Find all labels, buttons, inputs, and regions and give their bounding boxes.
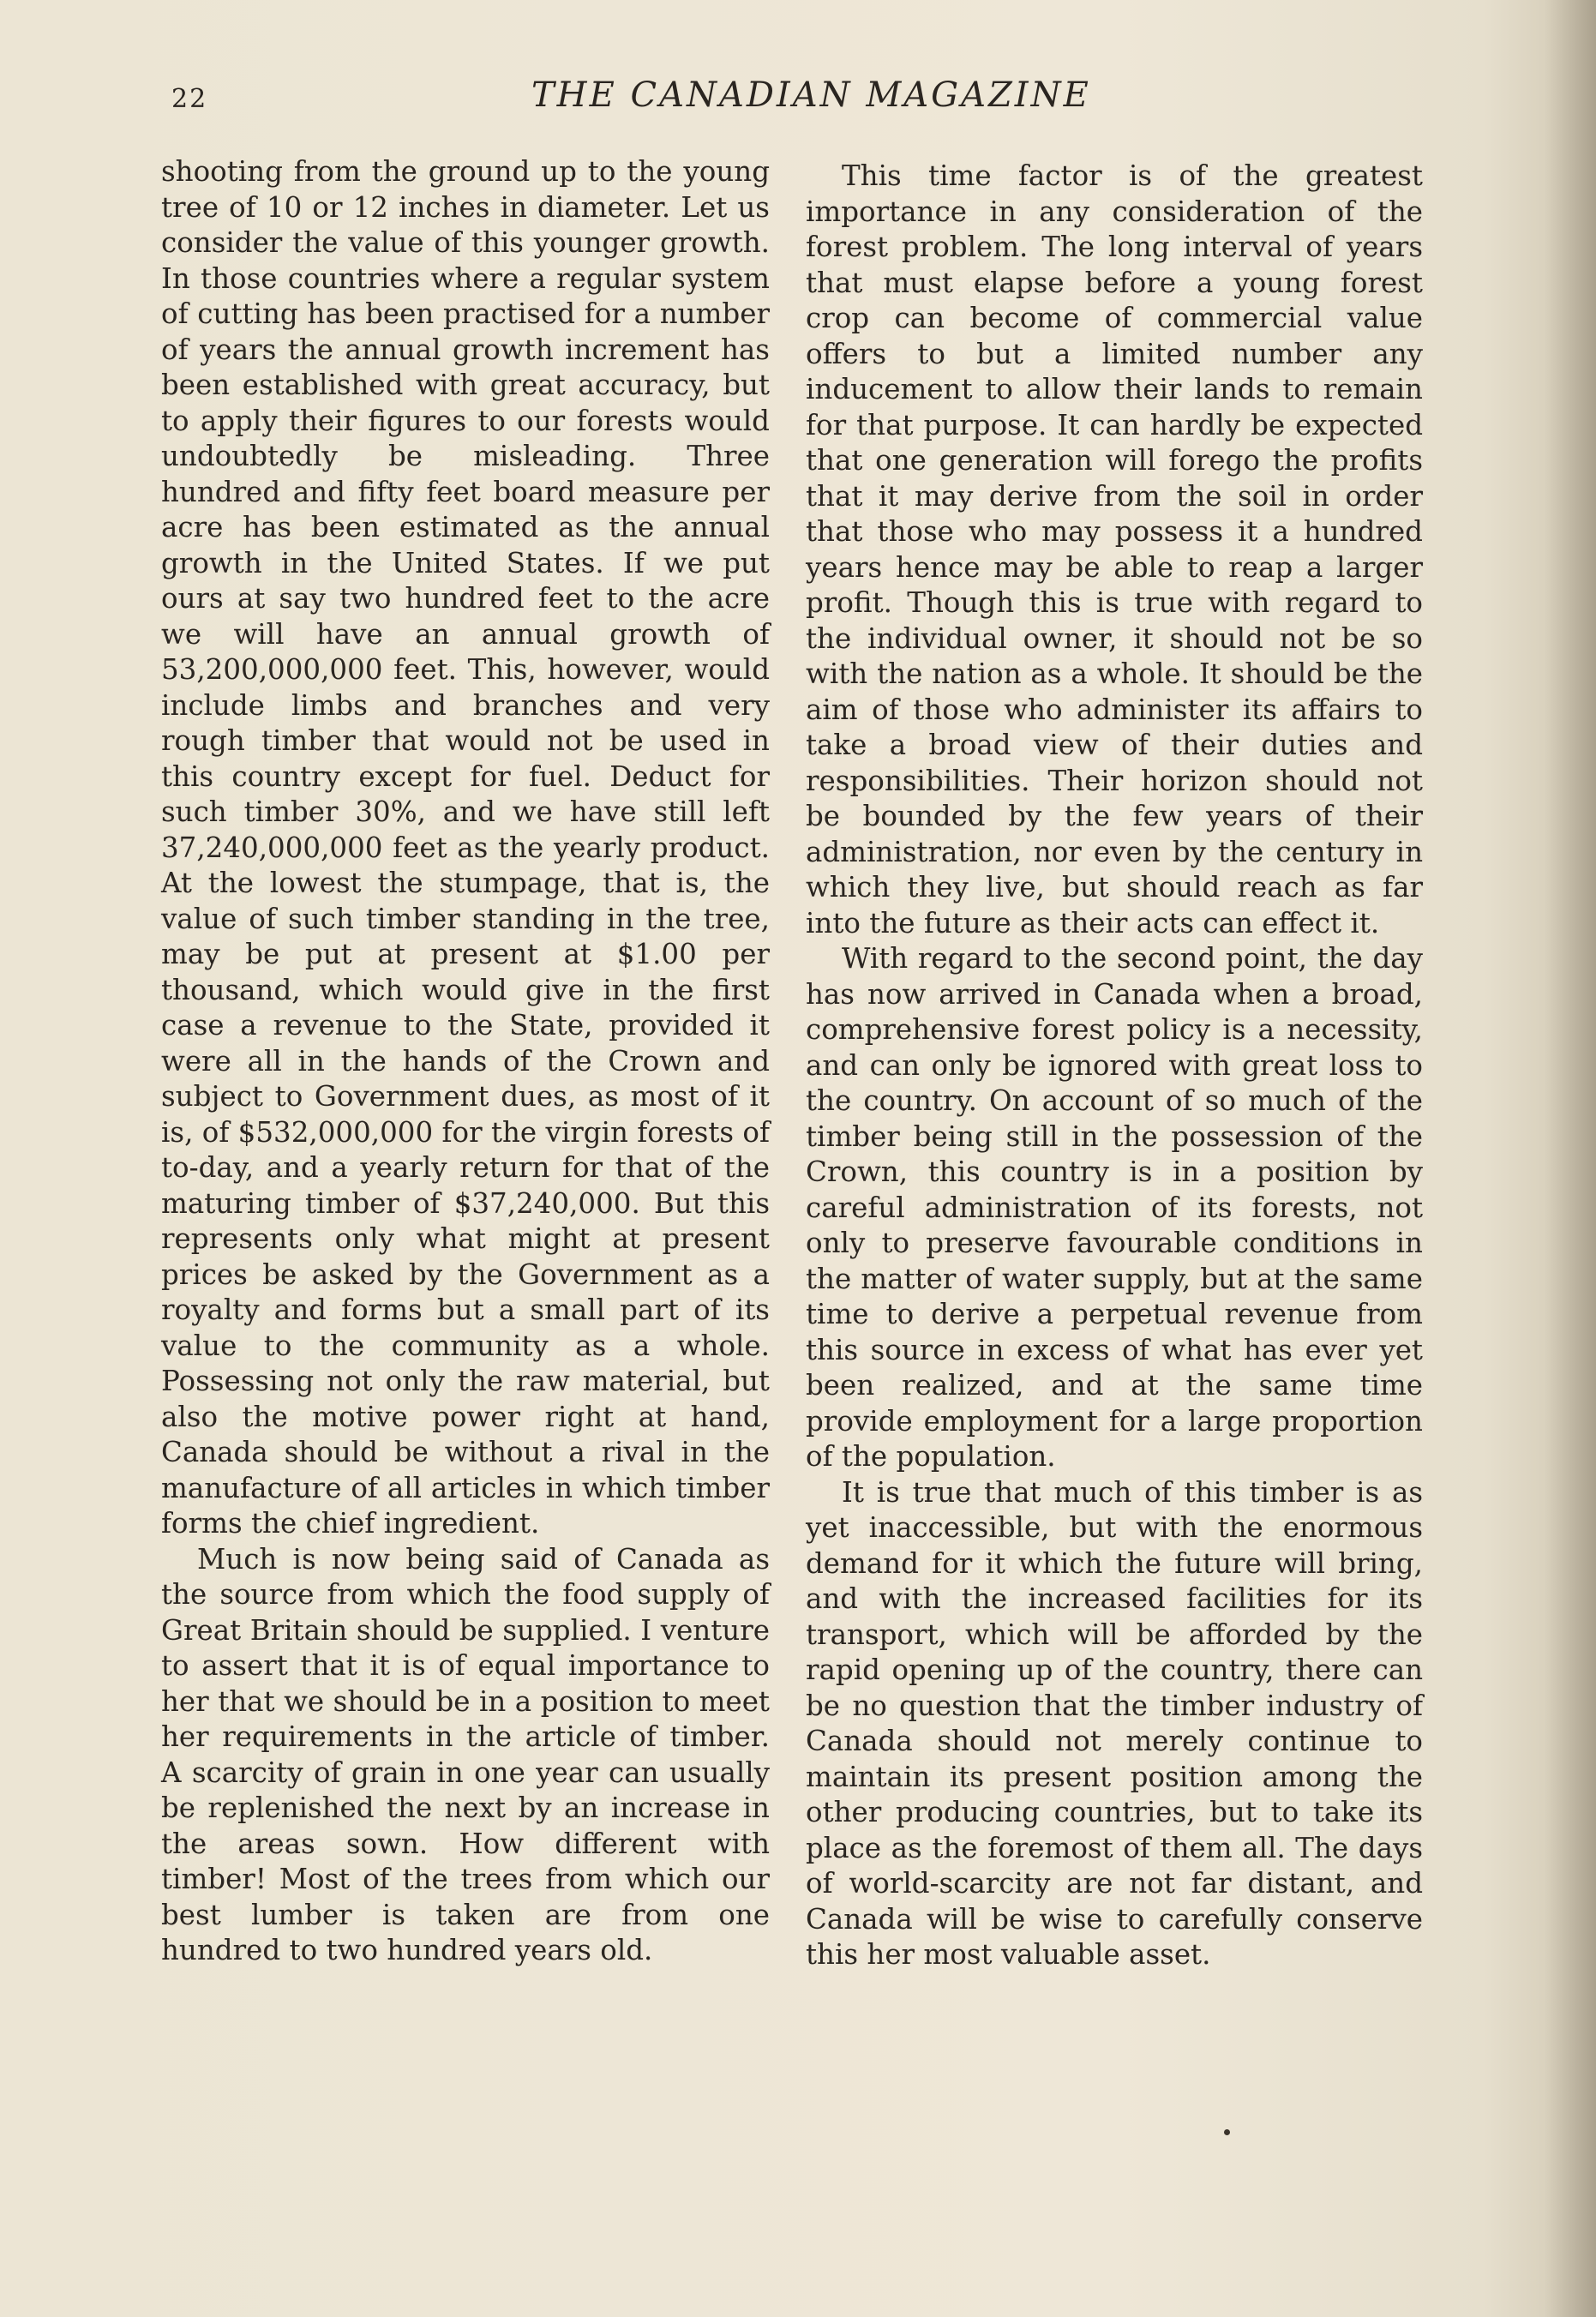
paragraph: Much is now being said of Canada as the source from which the food supply of Great Britain should be supplied. I venture to assert that it is of equal importance to her that we should be in a position to meet her requirements in the article of timber. A scarcity of grain in one year can usually be replenished the next by an increase in the areas sown. How different with timber! Most of the trees from which our best lumber is taken are from one hundred to two hundred years old. [161, 1542, 770, 1966]
paragraph: shooting from the ground up to the young tree of 10 or 12 inches in diameter. Let us consider the value of this younger growth. In those countries where a regular system of cutting has been practised for a number of years the annual growth increment has been established with great accuracy, but to apply their figures to our forests would undoubtedly be misleading. Three hundred and fifty feet board measure per acre has been estimated as the annual growth in the United States. If we put ours at say two hundred feet to the acre we will have an annual growth of 53,200,000,000 feet. This, however, would include limbs and branches and very rough timber that would not be used in this country except for fuel. Deduct for such timber 30%, and we have still left 37,240,000,000 feet as the yearly product. At the lowest the stumpage, that is, the value of such timber standing in the tree, may be put at present at $1.00 per thousand, which would give in the first case a revenue to the State, provided it were all in the hands of the Crown and subject to Government dues, as most of it is, of $532,000,000 for the virgin forests of to-day, and a yearly return for that of the maturing timber of $37,240,000. But this represents only what might at present prices be asked by the Government as a royalty and forms but a small part of its value to the community as a whole. Possessing not only the raw material, but also the motive power right at hand, Canada should be without a rival in the manufacture of all articles in which timber forms the chief ingredient. [161, 155, 770, 1540]
paragraph: This time factor is of the greatest importance in any consideration of the forest problem. The long interval of years that must elapse before a young forest crop can become of commercial value offers to but a limited number any inducement to allow their lands to remain for that purpose. It can hardly be expected that one generation will forego the profits that it may derive from the soil in order that those who may possess it a hundred years hence may be able to reap a larger profit. Though this is true with regard to the individual owner, it should not be so with the nation as a whole. It should be the aim of those who administer its affairs to take a broad view of their duties and responsibilities. Their horizon should not be bounded by the few years of their administration, nor even by the century in which they live, but should reach as far into the future as their acts can effect it. [806, 159, 1423, 939]
page-header [171, 75, 1091, 118]
page-number: 22 [171, 84, 208, 114]
left-column [161, 154, 770, 1969]
footer-dot [1224, 2129, 1230, 2135]
paragraph: With regard to the second point, the day has now arrived in Canada when a broad, comprehensive forest policy is a necessity, and can only be ignored with great loss to the country. On account of so much of the timber being still in the possession of the Crown, this country is in a position by careful administration of its forests, not only to preserve favourable conditions in the matter of water supply, but at the same time to derive a perpetual revenue from this source in excess of what has ever yet been realized, and at the same time provide employment for a large proportion of the population. [806, 942, 1423, 1473]
right-column [806, 159, 1423, 1973]
paragraph: It is true that much of this timber is as yet inaccessible, but with the enormous demand for it which the future will bring, and with the increased facilities for its transport, which will be afforded by the rapid opening up of the country, there can be no question that the timber industry of Canada should not merely continue to maintain its present position among the other producing countries, but to take its place as the foremost of them all. The days of world-scarcity are not far distant, and Canada will be wise to carefully conserve this her most valuable asset. [806, 1475, 1423, 1971]
page-edge-shadow [1545, 0, 1596, 2317]
running-head: THE CANADIAN MAGAZINE [531, 75, 1091, 115]
